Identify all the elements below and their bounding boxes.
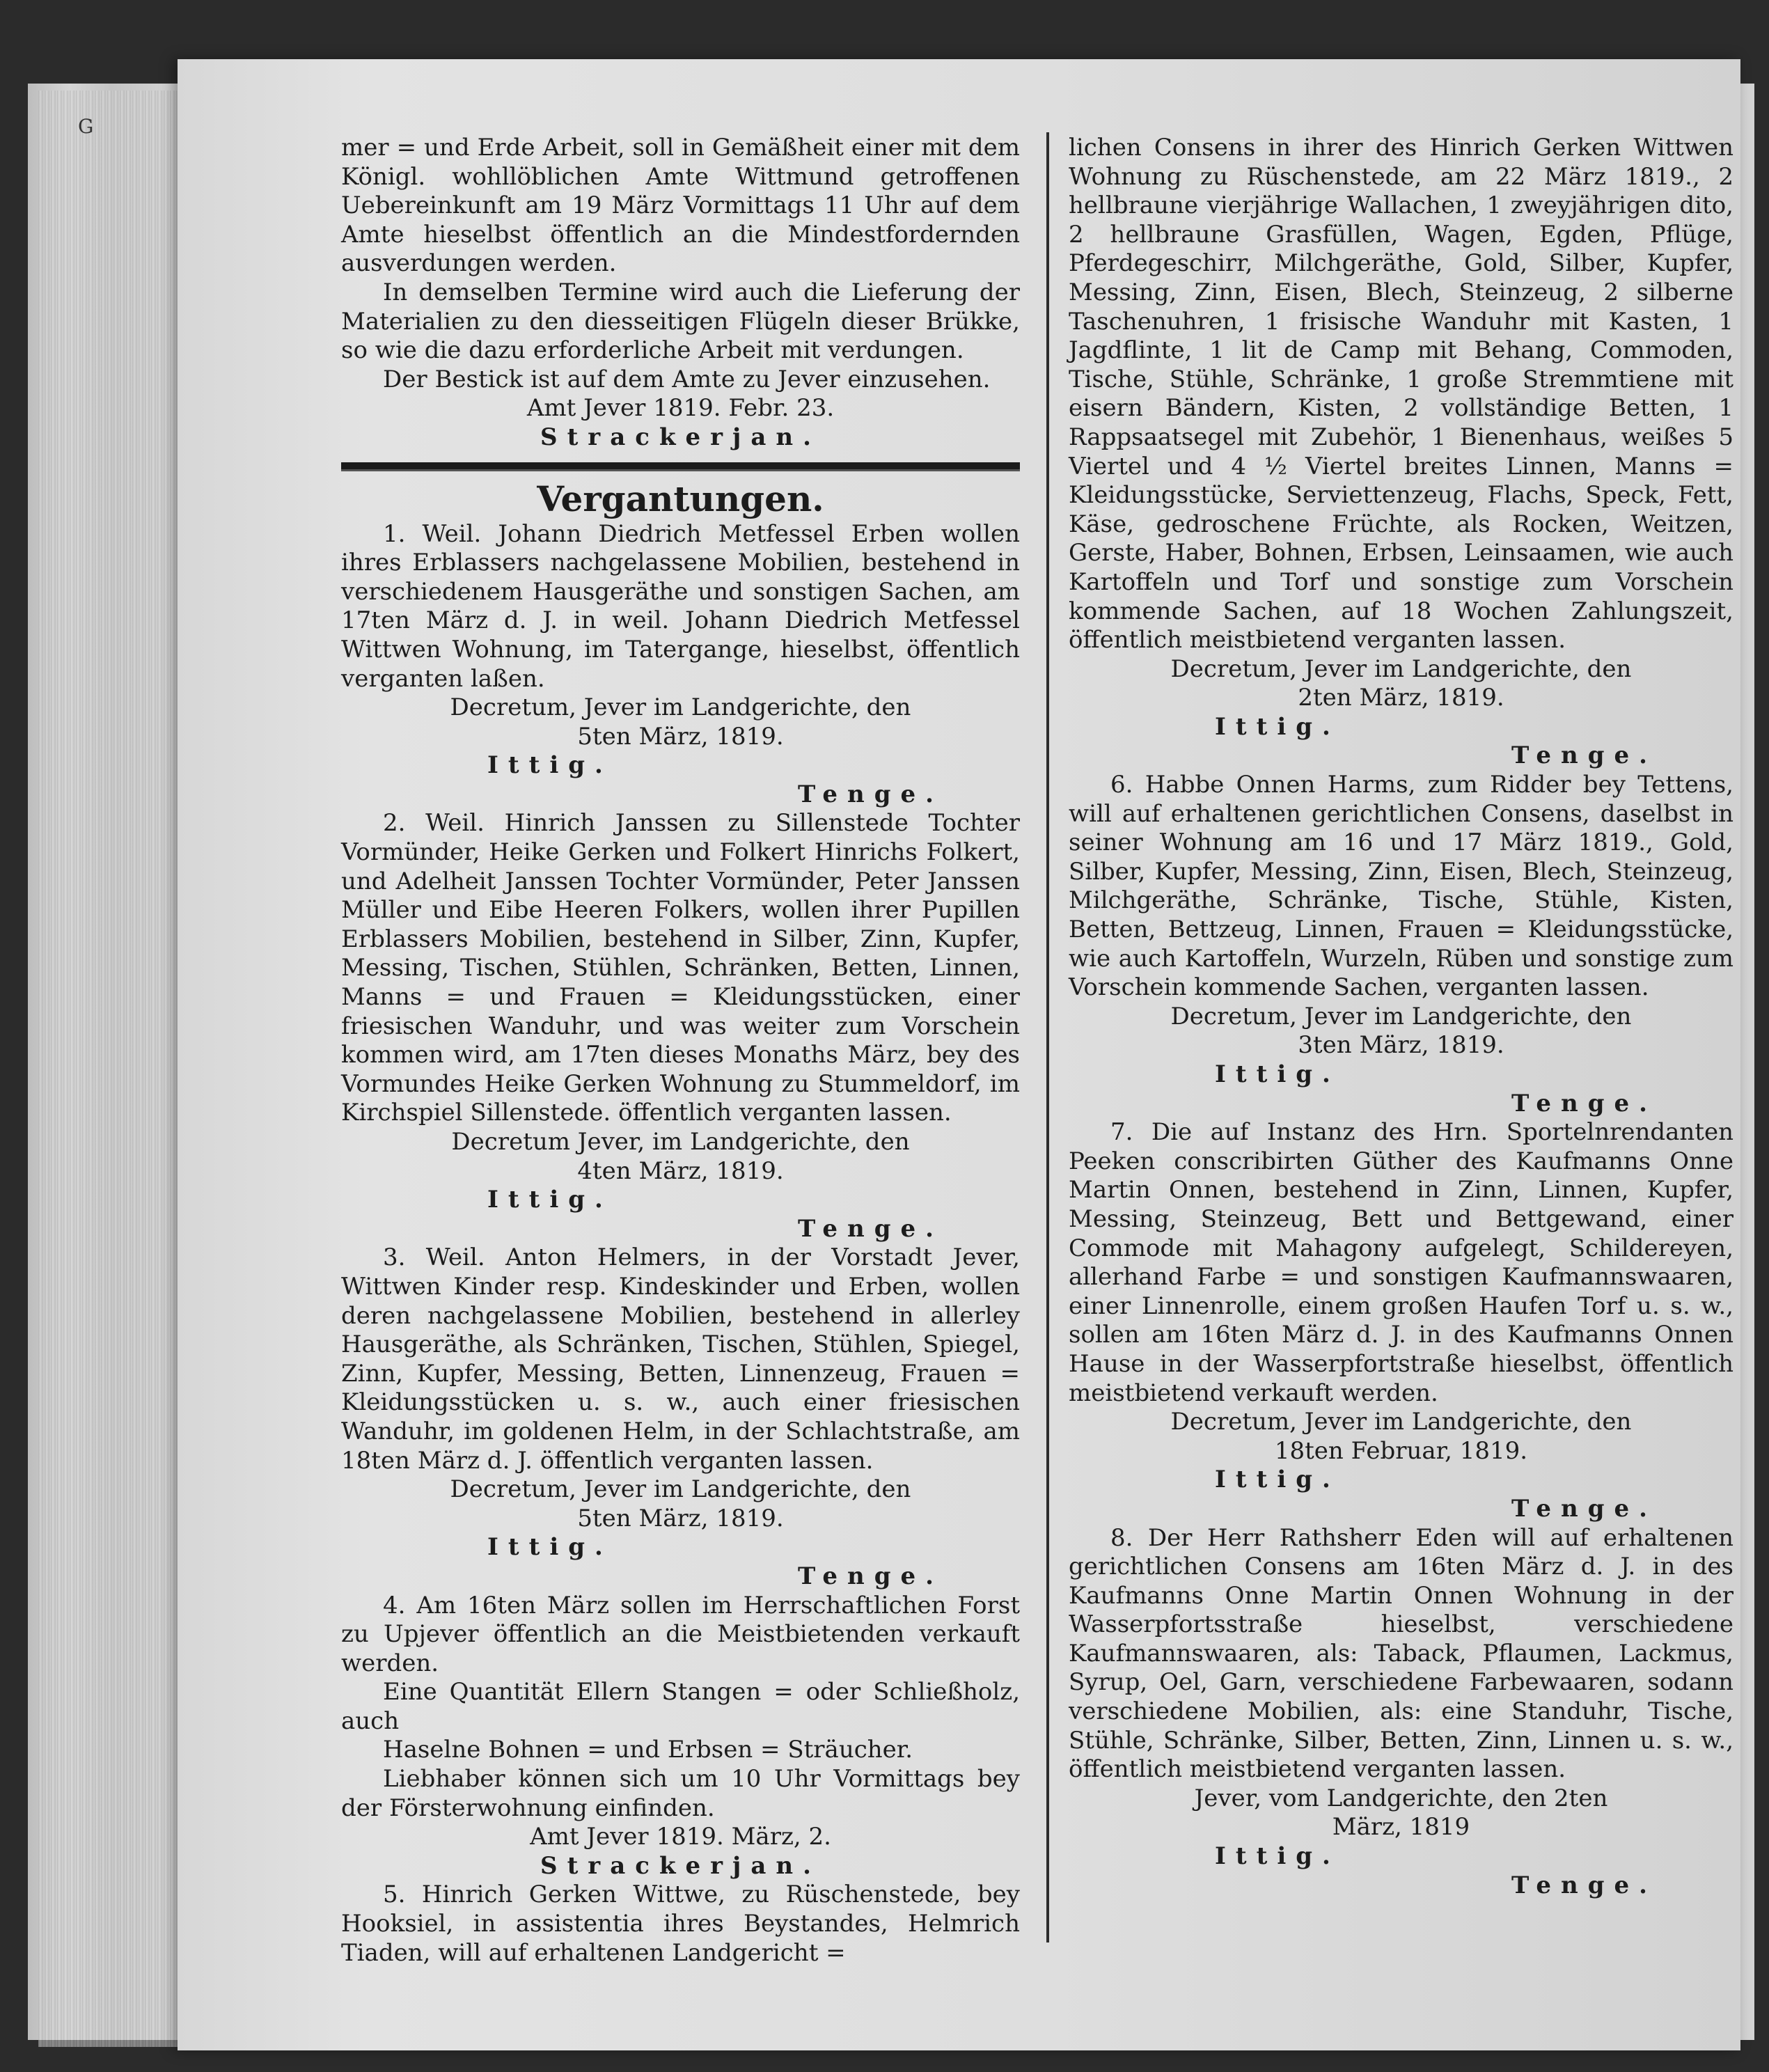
notice-1-signature-tenge: Tenge. — [798, 780, 943, 808]
notice-4-signature: Strackerjan. — [540, 1851, 821, 1880]
notice-3-signature-tenge: Tenge. — [798, 1562, 943, 1590]
notice-7-date: 18ten Februar, 1819. — [1274, 1436, 1528, 1465]
notice-7-signature-ittig: Ittig. — [1215, 1466, 1340, 1494]
notice-6-date: 3ten März, 1819. — [1298, 1031, 1504, 1060]
intro-paragraph-1: mer = und Erde Arbeit, soll in Gemäßheit einer mit dem Königl. wohllöblichen Amte Wittmund getroffenen Uebereinkunft am 19 März Vormittags 11 Uhr auf dem Amte hieselbst öffentlich an die Mindestfordernden ausverdungen werden. — [341, 134, 1020, 278]
notice-4-note: Liebhaber können sich um 10 Uhr Vormittags bey der Försterwohnung einfinden. — [341, 1765, 1020, 1822]
notice-4-text: 4. Am 16ten März sollen im Herrschaftlichen Forst zu Upjever öffentlich an die Meistbietenden verkauft werden. — [341, 1591, 1020, 1677]
notice-6-signature-tenge: Tenge. — [1511, 1089, 1657, 1117]
notice-1-date: 5ten März, 1819. — [577, 722, 784, 751]
left-column — [341, 134, 1020, 1968]
notice-4-item-a: Eine Quantität Ellern Stangen = oder Schließholz, auch — [341, 1678, 1020, 1735]
notice-8-decretum: Jever, vom Landgerichte, den 2ten — [1194, 1784, 1608, 1812]
notice-5-text-continued: lichen Consens in ihrer des Hinrich Gerken Wittwen Wohnung zu Rüschenstede, am 22 März 1819., 2 hellbraune vierjährige Wallachen, 1 zweyjährigen dito, 2 hellbraune Grasfüllen, Wagen, Egden, Pflüge, Pferdegeschirr, Milchgeräthe, Gold, Silber, Kupfer, Messing, Zinn, Eisen, Blech, Steinzeug, 2 silberne Taschenuhren, 1 frisische Wanduhr mit Kasten, 1 Jagdflinte, 1 lit de Camp mit Behang, Commoden, Tische, Stühle, Schränke, 1 große Stremmtiene mit eisern Bändern, Kisten, 2 vollständige Betten, 1 Rappsaatsegel mit Zubehör, 1 Bienenhaus, weißes 5 Viertel und 4 ½ Viertel breites Linnen, Manns = Kleidungsstücke, Serviettenzeug, Flachs, Speck, Fett, Käse, gedroschene Früchte, als Rocken, Weitzen, Gerste, Haber, Bohnen, Erbsen, Leinsaamen, wie auch Kartoffeln und Torf und sonstige zum Vorschein kommende Sachen, auf 18 Wochen Zahlungszeit, öffentlich meistbietend verganten lassen. — [1069, 134, 1733, 654]
notice-1-decretum: Decretum, Jever im Landgerichte, den — [450, 693, 911, 722]
notice-7-signature-tenge: Tenge. — [1511, 1494, 1657, 1523]
notice-3-signature-ittig: Ittig. — [487, 1533, 613, 1562]
notice-5-signature-ittig: Ittig. — [1215, 712, 1340, 741]
notice-8-date: März, 1819 — [1332, 1813, 1470, 1842]
notice-2-signature-tenge: Tenge. — [798, 1214, 943, 1243]
intro-date: Amt Jever 1819. Febr. 23. — [526, 394, 835, 423]
edge-mark: G — [78, 115, 94, 138]
notice-5-signature-tenge: Tenge. — [1511, 741, 1657, 770]
right-column — [1069, 134, 1733, 1900]
notice-1-signature-ittig: Ittig. — [487, 751, 613, 780]
notice-4-item-b: Haselne Bohnen = und Erbsen = Sträucher. — [383, 1736, 913, 1764]
column-divider — [1046, 132, 1049, 1943]
section-rule — [341, 462, 1020, 471]
section-heading: Vergantungen. — [537, 478, 824, 519]
notice-5-decretum: Decretum, Jever im Landgerichte, den — [1170, 654, 1632, 683]
intro-signature: Strackerjan. — [540, 423, 821, 451]
notice-5-text-start: 5. Hinrich Gerken Wittwe, zu Rüschenstede, bey Hooksiel, in assistentia ihres Beystandes, Helmrich Tiaden, will auf erhaltenen Landgericht = — [341, 1881, 1020, 1967]
notice-8-signature-ittig: Ittig. — [1215, 1842, 1340, 1871]
notice-2-decretum: Decretum Jever, im Landgerichte, den — [451, 1128, 910, 1156]
notice-2-signature-ittig: Ittig. — [487, 1186, 613, 1214]
intro-paragraph-3: Der Bestick ist auf dem Amte zu Jever einzusehen. — [383, 365, 991, 393]
notice-6-signature-ittig: Ittig. — [1215, 1060, 1340, 1088]
notice-1-text: 1. Weil. Johann Diedrich Metfessel Erben wollen ihres Erblassers nachgelassene Mobilien, bestehend in verschiedenem Hausgeräthe und sonstigen Sachen, am 17ten März d. J. in weil. Johann Diedrich Metfessel Wittwen Wohnung, im Tatergange, hieselbst, öffentlich verganten laßen. — [341, 519, 1020, 693]
notice-3-decretum: Decretum, Jever im Landgerichte, den — [450, 1475, 911, 1504]
notice-5-date: 2ten März, 1819. — [1298, 684, 1504, 712]
notice-4-date: Amt Jever 1819. März, 2. — [530, 1823, 831, 1851]
notice-2-text: 2. Weil. Hinrich Janssen zu Sillenstede Tochter Vormünder, Heike Gerken und Folkert Hinrichs Folkert, und Adelheit Janssen Tochter Vormünder, Peter Janssen Müller und Eibe Heeren Folkers, wollen ihrer Pupillen Erblassers Mobilien, bestehend in Silber, Zinn, Kupfer, Messing, Tischen, Stühlen, Schränken, Betten, Linnen, Manns = und Frauen = Kleidungsstücken, einer friesischen Wanduhr, und was weiter zum Vorschein kommen wird, am 17ten dieses Monaths März, bey des Vormundes Heike Gerken Wohnung zu Stummeldorf, im Kirchspiel Sillenstede. öffentlich verganten lassen. — [341, 809, 1020, 1127]
notice-2-date: 4ten März, 1819. — [577, 1156, 784, 1185]
notice-7-text: 7. Die auf Instanz des Hrn. Sportelnrendanten Peeken conscribirten Güther des Kaufmanns Onne Martin Onnen, bestehend in Zinn, Linnen, Kupfer, Messing, Steinzeug, Bett und Bettgewand, einer Commode mit Mahagony aufgelegt, Schildereyen, allerhand Farbe = und sonstigen Kaufmannswaaren, einer Linnenrolle, einem großen Haufen Torf u. s. w., sollen am 16ten März d. J. in des Kaufmanns Onnen Hause in der Wasserpfortstraße hieselbst, öffentlich meistbietend verkauft werden. — [1069, 1118, 1733, 1407]
notice-6-decretum: Decretum, Jever im Landgerichte, den — [1170, 1002, 1632, 1030]
notice-8-text: 8. Der Herr Rathsherr Eden will auf erhaltenen gerichtlichen Consens am 16ten März d. J. in des Kaufmanns Onne Martin Onnen Wohnung in der Wasserpfortsstraße hieselbst, verschiedene Kaufmannswaaren, als: Taback, Pflaumen, Lackmus, Syrup, Oel, Garn, verschiedene Farbewaaren, sodann verschiedene Mobilien, als: eine Standuhr, Tische, Stühle, Schränke, Silber, Betten, Zinn, Linnen u. s. w., öffentlich meistbietend verganten lassen. — [1069, 1523, 1733, 1784]
notice-7-decretum: Decretum, Jever im Landgerichte, den — [1170, 1408, 1632, 1436]
notice-3-text: 3. Weil. Anton Helmers, in der Vorstadt Jever, Wittwen Kinder resp. Kindeskinder und Erben, wollen deren nachgelassene Mobilien, bestehend in allerley Hausgeräthe, als Schränken, Tischen, Stühlen, Spiegel, Zinn, Kupfer, Messing, Betten, Linnenzeug, Frauen = Kleidungsstücken u. s. w., auch einer friesischen Wanduhr, im goldenen Helm, in der Schlachtstraße, am 18ten März d. J. öffentlich verganten lassen. — [341, 1243, 1020, 1475]
notice-8-signature-tenge: Tenge. — [1511, 1871, 1657, 1899]
intro-paragraph-2: In demselben Termine wird auch die Lieferung der Materialien zu den diesseitigen Flügeln dieser Brükke, so wie die dazu erforderliche Arbeit mit verdungen. — [341, 278, 1020, 365]
page-edges — [38, 91, 178, 2047]
notice-6-text: 6. Habbe Onnen Harms, zum Ridder bey Tettens, will auf erhaltenen gerichtlichen Consens, daselbst in seiner Wohnung am 16 und 17 März 1819., Gold, Silber, Kupfer, Messing, Zinn, Eisen, Blech, Steinzeug, Milchgeräthe, Schränke, Tische, Stühle, Kisten, Betten, Bettzeug, Linnen, Frauen = Kleidungsstücke, wie auch Kartoffeln, Wurzeln, Rüben und sonstige zum Vorschein kommende Sachen, verganten lassen. — [1069, 771, 1733, 1002]
notice-3-date: 5ten März, 1819. — [577, 1504, 784, 1532]
